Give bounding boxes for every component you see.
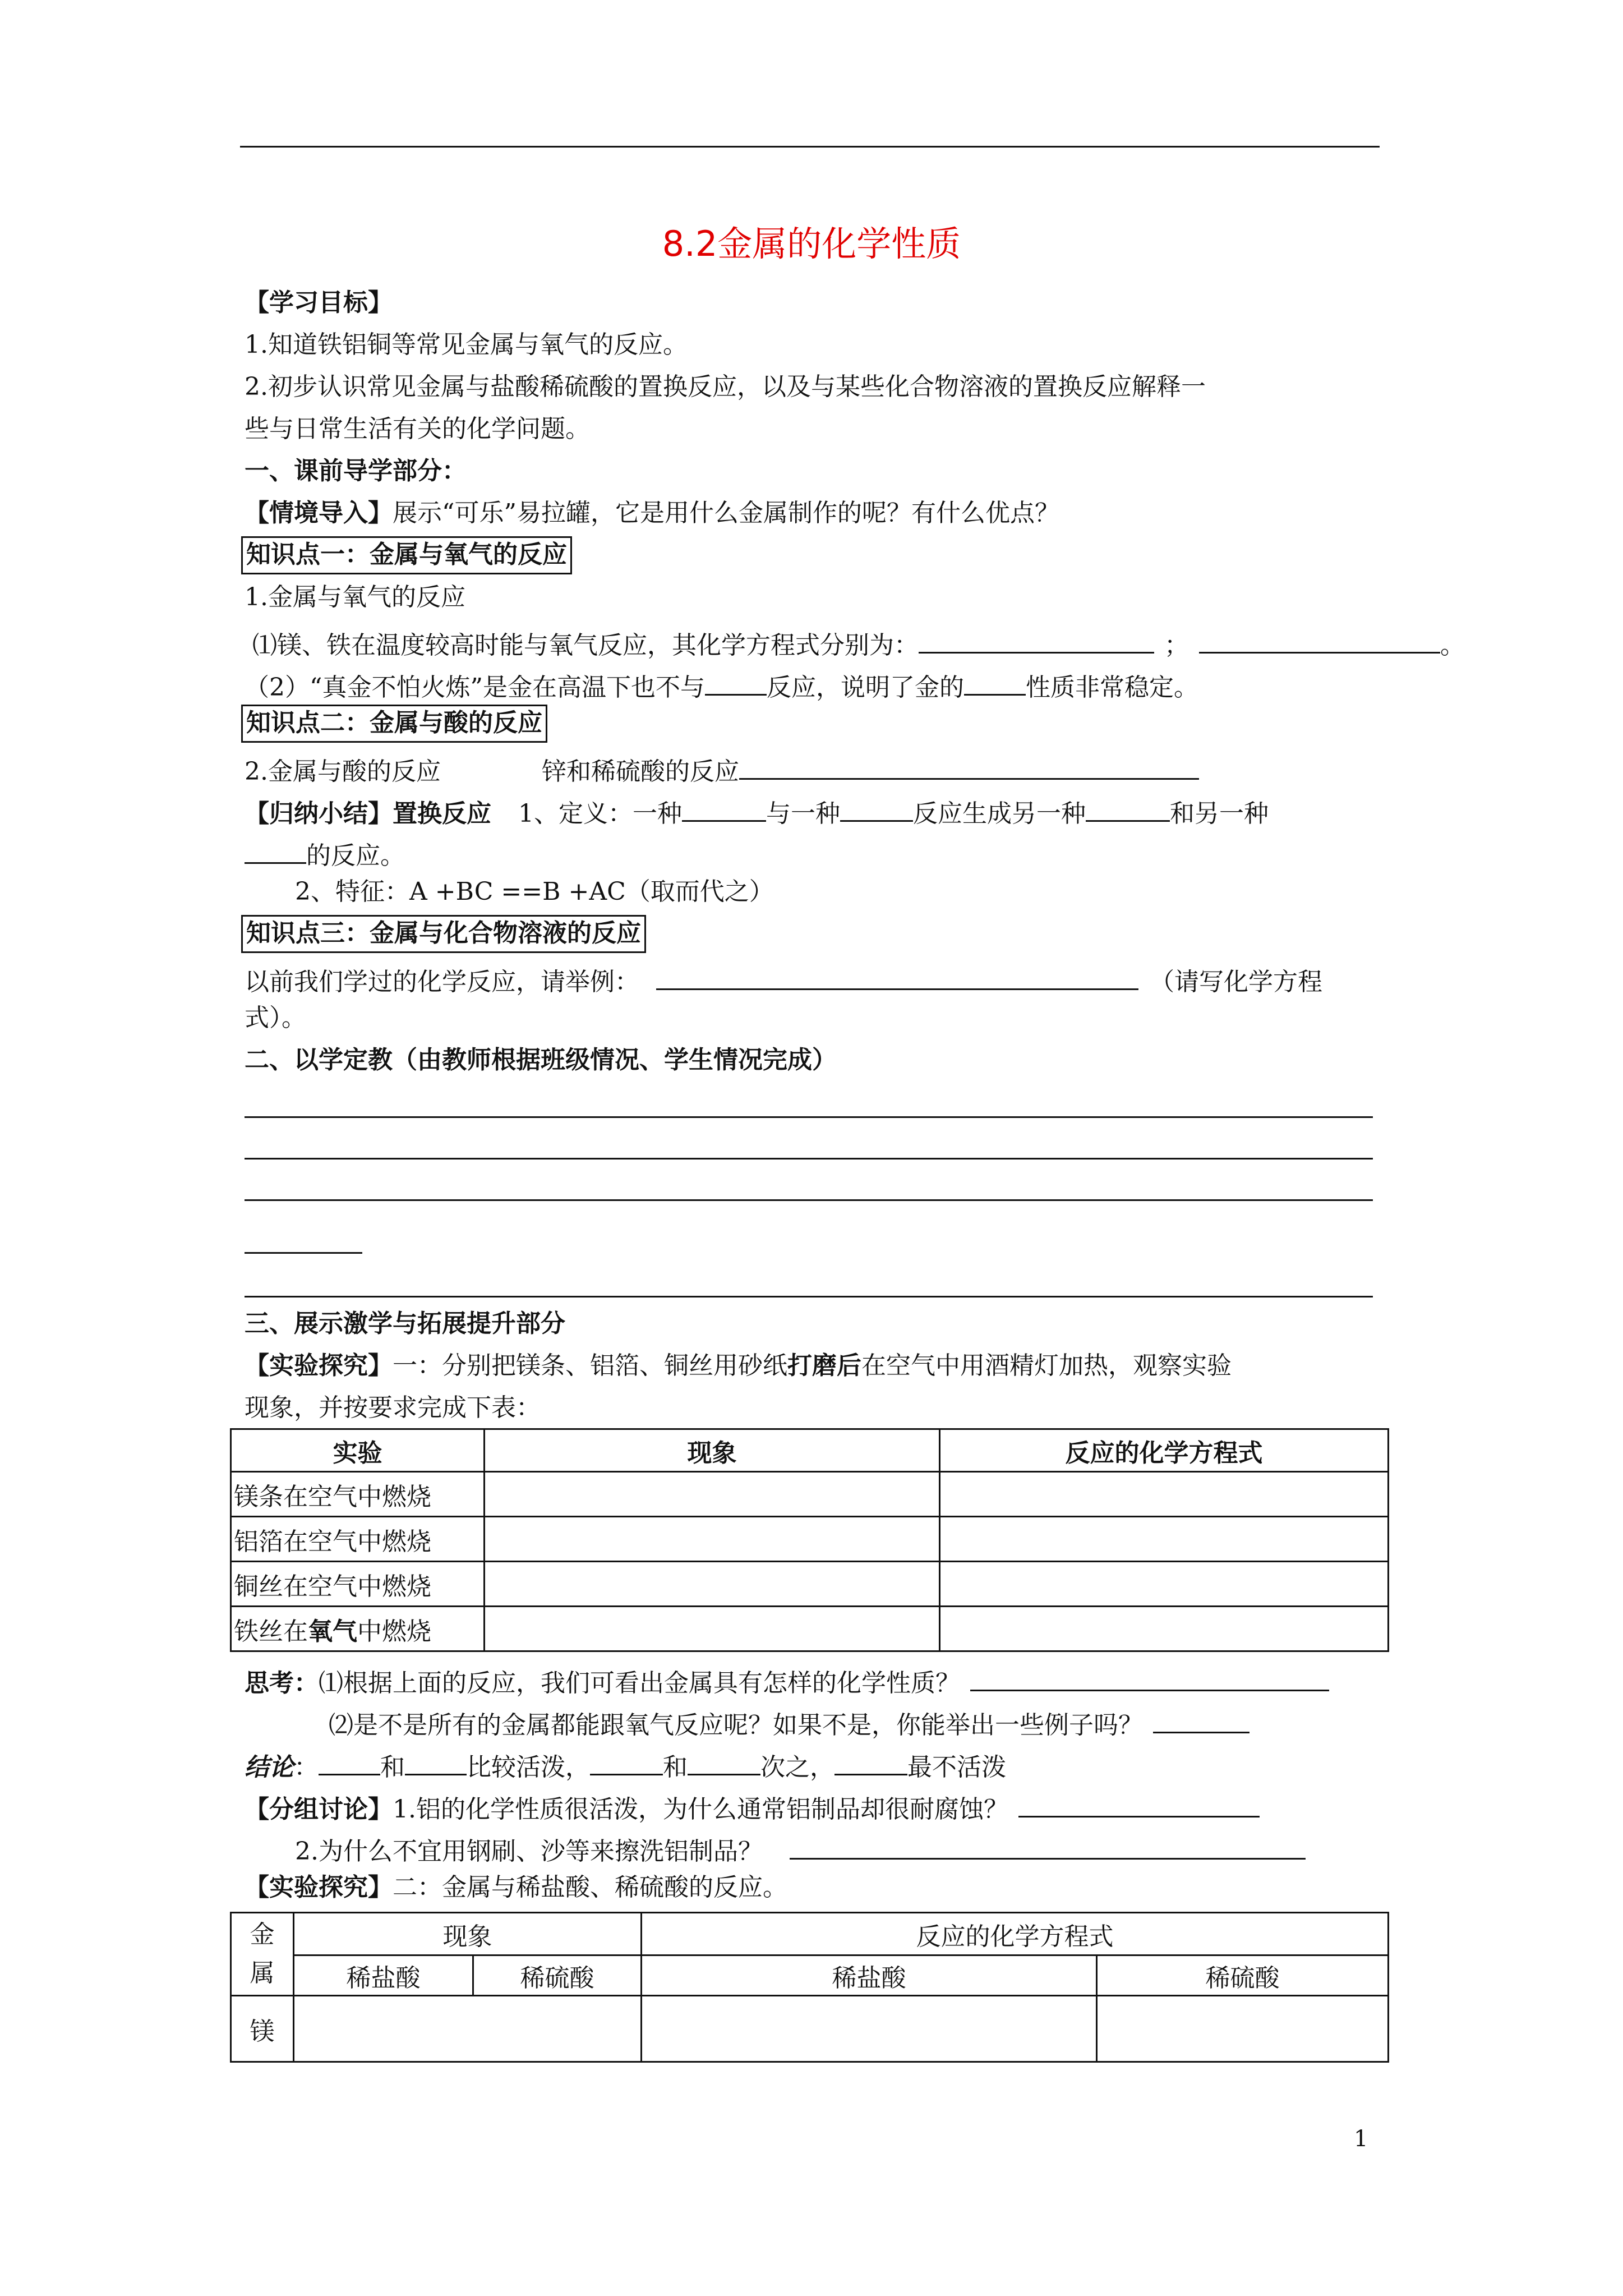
k2-line1-b: 锌和稀硫酸的反应: [541, 757, 739, 786]
discussion-label: 【分组讨论】: [245, 1795, 393, 1824]
c-and2: 和: [663, 1753, 688, 1782]
t1-header-phenomenon: 现象: [485, 1429, 940, 1472]
t2-metal-header: [231, 1913, 294, 1996]
def-c: 反应生成另一种: [913, 799, 1086, 828]
answer-blank-zn[interactable]: [739, 753, 1199, 780]
def-d: 和另一种: [1170, 799, 1269, 828]
writing-line-5[interactable]: [245, 1296, 1373, 1297]
t1-cell-phenomenon[interactable]: [485, 1562, 940, 1607]
t2-header-equation: 反应的化学方程式: [642, 1913, 1389, 1955]
intro-line: [245, 501, 1059, 526]
think-2: ⑵是不是所有的金属都能跟氧气反应呢？如果不是，你能举出一些例子吗？: [329, 1711, 1143, 1740]
k2-feature: 2、特征：A +BC ==B +AC（取而代之）: [295, 877, 774, 906]
t1-header-equation: 反应的化学方程式: [940, 1429, 1389, 1472]
page-number: 1: [1354, 2126, 1368, 2152]
t2-sub-h2so4: 稀硫酸: [473, 1955, 642, 1996]
answer-blank-def-1[interactable]: [682, 795, 766, 822]
t1-cell-phenomenon[interactable]: [485, 1472, 940, 1517]
def-b: 与一种: [766, 799, 840, 828]
think-1: ⑴根据上面的反应，我们可看出金属具有怎样的化学性质？: [319, 1669, 960, 1697]
t1-cell-equation[interactable]: [940, 1562, 1389, 1607]
conclusion-line: [245, 1749, 1006, 1780]
t1-row-label: [231, 1607, 485, 1651]
writing-line-2[interactable]: [245, 1158, 1373, 1159]
answer-blank-def-3[interactable]: [1086, 795, 1170, 822]
writing-line-3[interactable]: [245, 1199, 1373, 1201]
t2-cell-equation-h2so4[interactable]: [1097, 1996, 1389, 2062]
experiment-table-1: [230, 1428, 1389, 1652]
t2-sub-hcl: 稀盐酸: [294, 1955, 473, 1996]
intro-text: 展示“可乐”易拉罐，它是用什么金属制作的呢？有什么优点？: [393, 499, 1059, 527]
discussion-line-1: [245, 1791, 1260, 1822]
exp2-line: [245, 1875, 787, 1900]
t1-cell-equation[interactable]: [940, 1607, 1389, 1651]
t1-cell-equation[interactable]: [940, 1472, 1389, 1517]
answer-blank-def-4[interactable]: [245, 838, 306, 864]
discussion-2: 2.为什么不宜用钢刷、沙等来擦洗铝制品？: [295, 1837, 763, 1866]
header-rule: [240, 146, 1380, 148]
exp1-line: [245, 1351, 1232, 1380]
intro-label: 【情境导入】: [245, 499, 393, 527]
c-least: 最不活泼: [907, 1753, 1006, 1782]
exp1-bold: 打磨后: [787, 1351, 861, 1380]
part3-heading: 三、展示激学与拓展提升部分: [245, 1309, 565, 1338]
answer-blank-def-2[interactable]: [840, 795, 913, 822]
t2-sub-h2so4: 稀硫酸: [1097, 1955, 1389, 1996]
k1-q1-text: ⑴镁、铁在温度较高时能与氧气反应，其化学方程式分别为：: [252, 631, 919, 660]
answer-blank-c5[interactable]: [834, 1749, 907, 1775]
t2-metal-char-2: 属: [250, 1958, 275, 1987]
exp1-text-a: 一：分别把镁条、铝箔、铜丝用砂纸: [393, 1351, 787, 1380]
exp2-label: 【实验探究】: [245, 1873, 393, 1902]
k1-q2-c: 性质非常稳定。: [1025, 673, 1198, 702]
experiment-table-2: [230, 1912, 1389, 2063]
t1-row-label: 铝箔在空气中燃烧: [231, 1517, 485, 1562]
t2-sub-hcl: 稀盐酸: [642, 1955, 1097, 1996]
exp1-line2: 现象，并按要求完成下表：: [245, 1393, 541, 1422]
conclusion-label: 结论: [245, 1753, 294, 1782]
def-e: 的反应。: [306, 841, 405, 870]
k1-q1-sep: ；: [1164, 631, 1189, 660]
goal-item-2a: 2.初步认识常见金属与盐酸稀硫酸的置换反应，以及与某些化合物溶液的置换反应解释一: [245, 372, 1206, 401]
discussion-line-2: [295, 1833, 1306, 1864]
t1-row-label: 铜丝在空气中燃烧: [231, 1562, 485, 1607]
knowledge-box-1: 知识点一：金属与氧气的反应: [241, 536, 572, 574]
goal-item-2b: 些与日常生活有关的化学问题。: [245, 415, 590, 443]
t1-cell-equation[interactable]: [940, 1517, 1389, 1562]
t2-header-phenomenon: 现象: [294, 1913, 642, 1955]
row4-b: 中燃烧: [357, 1617, 431, 1646]
writing-line-1[interactable]: [245, 1116, 1373, 1118]
def-a: 1、定义：一种: [518, 799, 682, 828]
k1-q2-b: 反应，说明了金的: [766, 673, 964, 702]
k2-summary: [245, 795, 1269, 826]
knowledge-box-2: 知识点二：金属与酸的反应: [241, 705, 547, 743]
row4-a: 铁丝在: [234, 1617, 308, 1646]
exp1-text-b: 在空气中用酒精灯加热，观察实验: [861, 1351, 1232, 1380]
answer-blank-disc-2[interactable]: [790, 1833, 1306, 1860]
answer-blank-mg[interactable]: [919, 627, 1154, 654]
t2-cell-equation-hcl[interactable]: [642, 1996, 1097, 2062]
discussion-1: 1.铝的化学性质很活泼，为什么通常铝制品却很耐腐蚀？: [393, 1795, 1008, 1824]
answer-blank-c3[interactable]: [590, 1749, 663, 1775]
t1-header-experiment: 实验: [231, 1429, 485, 1472]
answer-blank-c2[interactable]: [405, 1749, 467, 1775]
k1-question-2: [245, 669, 1198, 700]
t1-cell-phenomenon[interactable]: [485, 1517, 940, 1562]
k3-line1-end: （请写化学方程: [1150, 968, 1322, 996]
summary-label: 【归纳小结】: [245, 799, 393, 828]
t2-row-metal: 镁: [231, 1996, 294, 2062]
summary-bold: 置换反应: [393, 799, 491, 828]
k1-line1: 1.金属与氧气的反应: [245, 583, 465, 611]
k2-line1: [245, 753, 1199, 784]
c-and: 和: [380, 1753, 405, 1782]
k3-line1-text: 以前我们学过的化学反应，请举例：: [245, 968, 639, 996]
knowledge-box-3: 知识点三：金属与化合物溶液的反应: [241, 915, 646, 953]
k2-summary-2: [245, 838, 405, 868]
exp2-text: 二：金属与稀盐酸、稀硫酸的反应。: [393, 1873, 787, 1902]
k1-q2-a: （2）“真金不怕火炼”是金在高温下也不与: [245, 673, 705, 702]
answer-blank-example[interactable]: [656, 964, 1138, 990]
t2-cell-phenomenon[interactable]: [294, 1996, 642, 2062]
answer-blank-gold-2[interactable]: [964, 669, 1026, 696]
t1-cell-phenomenon[interactable]: [485, 1607, 940, 1651]
exp1-label: 【实验探究】: [245, 1351, 393, 1380]
row4-bold: 氧气: [308, 1617, 357, 1646]
goal-item-1: 1.知道铁铝铜等常见金属与氧气的反应。: [245, 330, 688, 359]
k1-question-1: [252, 627, 1465, 658]
k2-line1-text: 2.金属与酸的反应: [245, 757, 441, 786]
goals-heading: 【学习目标】: [245, 288, 393, 317]
k3-line1: [245, 964, 1322, 995]
page-title: 8.2金属的化学性质: [662, 223, 961, 264]
answer-blank-fe[interactable]: [1199, 627, 1440, 654]
think-label: 思考：: [245, 1669, 319, 1697]
answer-blank-disc-1[interactable]: [1018, 1791, 1260, 1818]
t1-row-label: 镁条在空气中燃烧: [231, 1472, 485, 1517]
c-next: 次之，: [760, 1753, 834, 1782]
part2-heading: 二、以学定教（由教师根据班级情况、学生情况完成）: [245, 1046, 837, 1074]
k3-line2: 式）。: [245, 1004, 306, 1032]
writing-line-4[interactable]: [245, 1252, 362, 1254]
answer-blank-c1[interactable]: [319, 1749, 380, 1775]
t2-metal-char-1: 金: [250, 1920, 275, 1949]
conclusion-colon: ：: [294, 1753, 319, 1782]
k1-q1-end: 。: [1440, 631, 1465, 660]
think-line-1: [245, 1665, 1329, 1696]
c-active: 比较活泼，: [467, 1753, 590, 1782]
think-line-2: [329, 1707, 1249, 1738]
answer-blank-think-1[interactable]: [970, 1665, 1329, 1691]
answer-blank-think-2[interactable]: [1153, 1707, 1249, 1733]
part1-heading: 一、课前导学部分：: [245, 457, 467, 485]
answer-blank-gold-1[interactable]: [705, 669, 767, 696]
answer-blank-c4[interactable]: [688, 1749, 760, 1775]
